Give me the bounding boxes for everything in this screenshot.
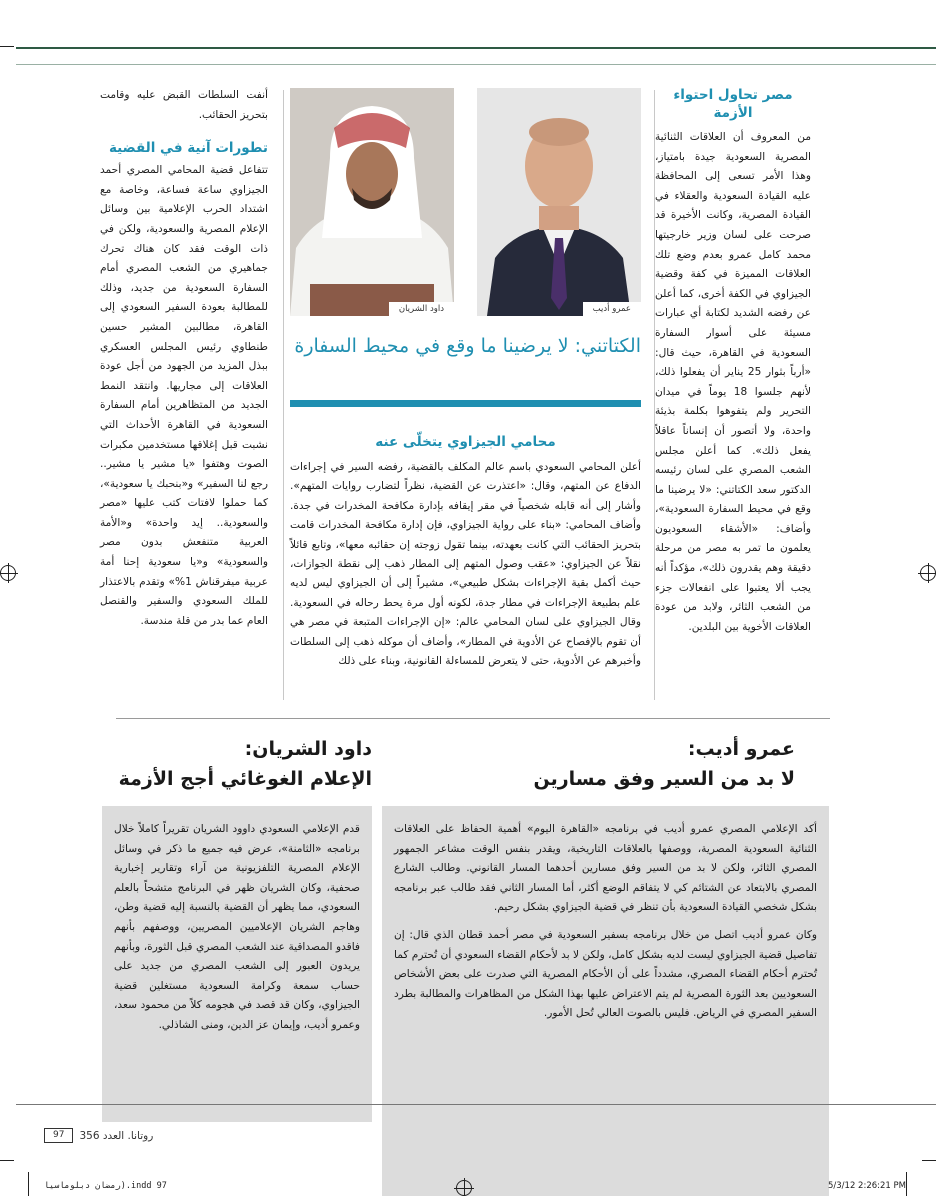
box-left <box>102 806 372 1122</box>
left-column-intro: أنفت السلطات القبض عليه وقامت بتحريز الحقائب. <box>100 89 268 121</box>
portrait-illustration-2 <box>290 88 454 316</box>
photo-dawood-alshirian <box>290 88 454 316</box>
column-separator-left <box>283 90 284 700</box>
feature-subheading: محامي الجيزاوي يتخلّى عنه <box>375 434 556 450</box>
box-right-name: عمرو أديب: <box>687 738 795 760</box>
box-right-paragraph-1: أكد الإعلامي المصري عمرو أديب في برنامجه «القاهرة اليوم» أهمية الحفاظ على العلاقات الثنائية السعودية المصرية، ووصفها بالعلاقات التاريخية، ويقدر بنفس الوقت مشاعر الجمهور المصري الثائر، ولكن لا بد من السير وفق مسارين أحدهما المسار القانوني. وطالب الشارع المصري بالابتعاد عن الشتائم كي لا يتفاقم الوضع أكثر، أما المسار الثاني فقد طالب عبر برنامجه بشكل شخصي القيادة السعودية بأن تنظر في قضية الجيزاوي بشكل رحيم. <box>394 823 817 914</box>
left-column-heading: تطورات آنية في القضية <box>108 140 268 157</box>
top-rule-thin <box>16 64 936 65</box>
page-number: 97 <box>44 1128 73 1143</box>
right-column <box>655 86 811 637</box>
section-rule <box>116 718 830 719</box>
registration-mark-icon <box>456 1180 472 1196</box>
left-column-text: تتفاعل قضية المحامي المصري أحمد الجيزاوي ساعة فساعة، وخاصة مع اشتداد الحرب الإعلامية بين وسائل الإعلام المصرية والسعودية، ولكن في ذات الوقت فقد كان هناك تحرك جماهيري من الشعب المصري أمام السفارة السعودية من جديد، وذلك للمطالبة بعودة السفير السعودي إلى القاهرة، مطالبين المشير حسين طنطاوي رئيس المجلس العسكري ببذل المزيد من الجهود من أجل عودة العلاقات إلى مجاريها. وانتقد النمط الجديد من المتظاهرين أمام السفارة السعودية في القاهرة الأحداث التي نشبت قبل إغلاقها مستخدمين مكبرات الصوت وهتفوا «يا مشير يا مشير.. رجع لنا السفير» و«بنحبك يا سعودية»، كما حملوا لافتات كتب عليها «مصر والسعودية.. إيد واحدة» و«الأمة العربية متنفعش بدون مصر والسعودية» و«يا سعودية إحنا أمة عربية ميفرقناش 1%» وتقدم بالاعتذار للملك السعودي والسفير والقنصل العام عما بدر من قلة مندسة. <box>100 164 268 627</box>
box-right-headline: لا بد من السير وفق مسارين <box>533 768 795 790</box>
photo-amr-adeeb <box>477 88 641 316</box>
top-rule <box>16 47 936 49</box>
portrait-illustration-1 <box>477 88 641 316</box>
feature-body: أعلن المحامي السعودي باسم عالم المكلف بالقضية، رفضه السير في إجراءات الدفاع عن المتهم، وقال: «اعتذرت عن القضية، نظراً لتضارب روايات المتهم». وأشار إلى أنه قابله شخصياً في مقر إيقافه بإدارة مكافحة المخدرات في جدة. وأضاف المحامي: «بناء على رواية الجيزاوي، فإن إدارة مكافحة المخدرات قامت بتحريز الحقائب التي كانت بعهدته، بينما تقول زوجته إن حقائبه معها»، وتابع قائلاً نقلاً عن الجيزاوي: «عقب وصول المتهم إلى المطار ذهب إلى نقطة الجوازات، حيث أكمل بقية الإجراءات بشكل طبيعي»، مشيراً إلى أن الجيزاوي ليس لديه علم بطبيعة الإجراءات في مطار جدة، لكونه أول مرة يحط رحاله في السعودية. وقال الجيزاوي على لسان المحامي عالم: «إن الإجراءات المتبعة في مصر هي أن تقوم بالإفصاح عن الأدوية في المطار»، وأضاف أن موكله ذهب إلى السلطات وأخبرهم عن الأدوية، حتى لا يتعرض للمساءلة القانونية، وبناء على ذلك <box>290 461 641 668</box>
column-separator <box>654 90 655 700</box>
box-left-paragraph-1: قدم الإعلامي السعودي داوود الشريان تقريراً كاملاً خلال برنامجه «الثامنة»، عرض فيه جميع ما ذكر في وسائل الإعلام المصرية التلفزيونية من آراء وتقارير إخبارية صحفية، وكان الشريان ظهر في البرنامج متشحاً بالعلم السعودي، مما يظهر أن القضية بالنسبة إليه قضية وطن، وهاجم الشريان الإعلاميين المصريين، ووصفهم بأنهم فاقدو المصداقية عند الشعب المصري قبل الثورة، وبأنهم يريدون العبور إلى الشعب المصري من جديد على حساب سمعة وكرامة السعودية مستغلين قضية الجيزاوي، وكان قد قصد في هجومه كلاً من محمود سعد، وعمرو أديب، وإيمان عز الدين، ومنى الشاذلي. <box>114 823 360 1031</box>
right-column-text: من المعروف أن العلاقات الثنائية المصرية السعودية جيدة بامتياز، وهذا الأمر تسعى إلى المحافظة عليه القيادة السعودية والعقلاء في القيادة المصرية، وكانت الأخيرة قد صرحت على لسان وزير خارجيتها محمد كامل عمرو بعدم وضع تلك العلاقات المميزة في كفة وقضية الجيزاوي في الكفة أخرى، كما أعلن عن رفضه الشديد لكتابة أي عبارات مسيئة على أسوار السفارة السعودية في القاهرة، حيث قال: «أرباً بثوار 25 يناير أن يفعلوا ذلك، لأنهم جلسوا 18 يوماً في ميدان التحرير ولم يتفوهوا بكلمة بذيئة واحدة، ولا أتصور أن إنساناً عاقلاً يفعل ذلك». كما أعلن مجلس الشعب المصري على لسان رئيسه الدكتور سعد الكتاتني: «لا يرضينا ما وقع في محيط السفارة السعودية»، وأضاف: «الأشقاء السعوديون يعلمون ما تمر به مصر من مرحلة دقيقة وهم يقدرون ذلك»، مؤكداً أنه يجب ألا يعتبوا على انفعالات جزء من الشعب الثائر، ولابد من عودة العلاقات الأخوية بين البلدين. <box>655 131 811 633</box>
crop-mark <box>906 1172 907 1196</box>
crop-mark <box>28 1172 29 1196</box>
box-left-name: داود الشريان: <box>244 738 372 760</box>
page-footer <box>44 1128 153 1143</box>
file-slug: رمضان دبلوماسيا).indd 97 <box>44 1181 167 1191</box>
crop-mark <box>0 1160 14 1161</box>
box-left-headline: الإعلام الغوغائي أجج الأزمة <box>118 768 372 790</box>
crop-mark <box>0 46 14 47</box>
left-column <box>100 86 268 631</box>
bottom-rule <box>16 1104 936 1105</box>
box-right <box>382 806 829 1196</box>
feature-title: الكتاتني: لا يرضينا ما وقع في محيط السفارة <box>294 335 641 357</box>
print-timestamp: 5/3/12 2:26:21 PM <box>828 1181 906 1191</box>
crop-mark <box>922 1160 936 1161</box>
publication-label: روتانا. العدد 356 <box>79 1129 154 1142</box>
registration-mark-icon <box>920 565 936 581</box>
box-right-paragraph-2: وكان عمرو أديب اتصل من خلال برنامجه بسفير السعودية في مصر أحمد قطان الذي قال: إن تفاصيل قضية الجيزاوي ليست لديه بشكل كامل، ولكن لا بد لأحكام القضاء السعودي أن تُحترم كما تُحترم أحكام القضاء المصري، مشدداً على أن الأحكام المصرية التي صدرت على بعض الأشخاص السعوديين بعد الثورة المصرية لم يتم الاعتراض عليها بهذا الشكل من المظاهرات والمطالبة بطرد السفير المصري في الرياض. فليس بالصوت العالي تُحل الأمور. <box>394 928 817 1020</box>
photo-2-caption: داود الشريان <box>389 302 454 316</box>
registration-mark-icon <box>0 565 16 581</box>
photo-1-caption: عمرو أديب <box>583 302 641 316</box>
right-column-heading: مصر تحاول احتواء الأزمة <box>673 87 793 121</box>
feature-bar <box>290 400 641 407</box>
